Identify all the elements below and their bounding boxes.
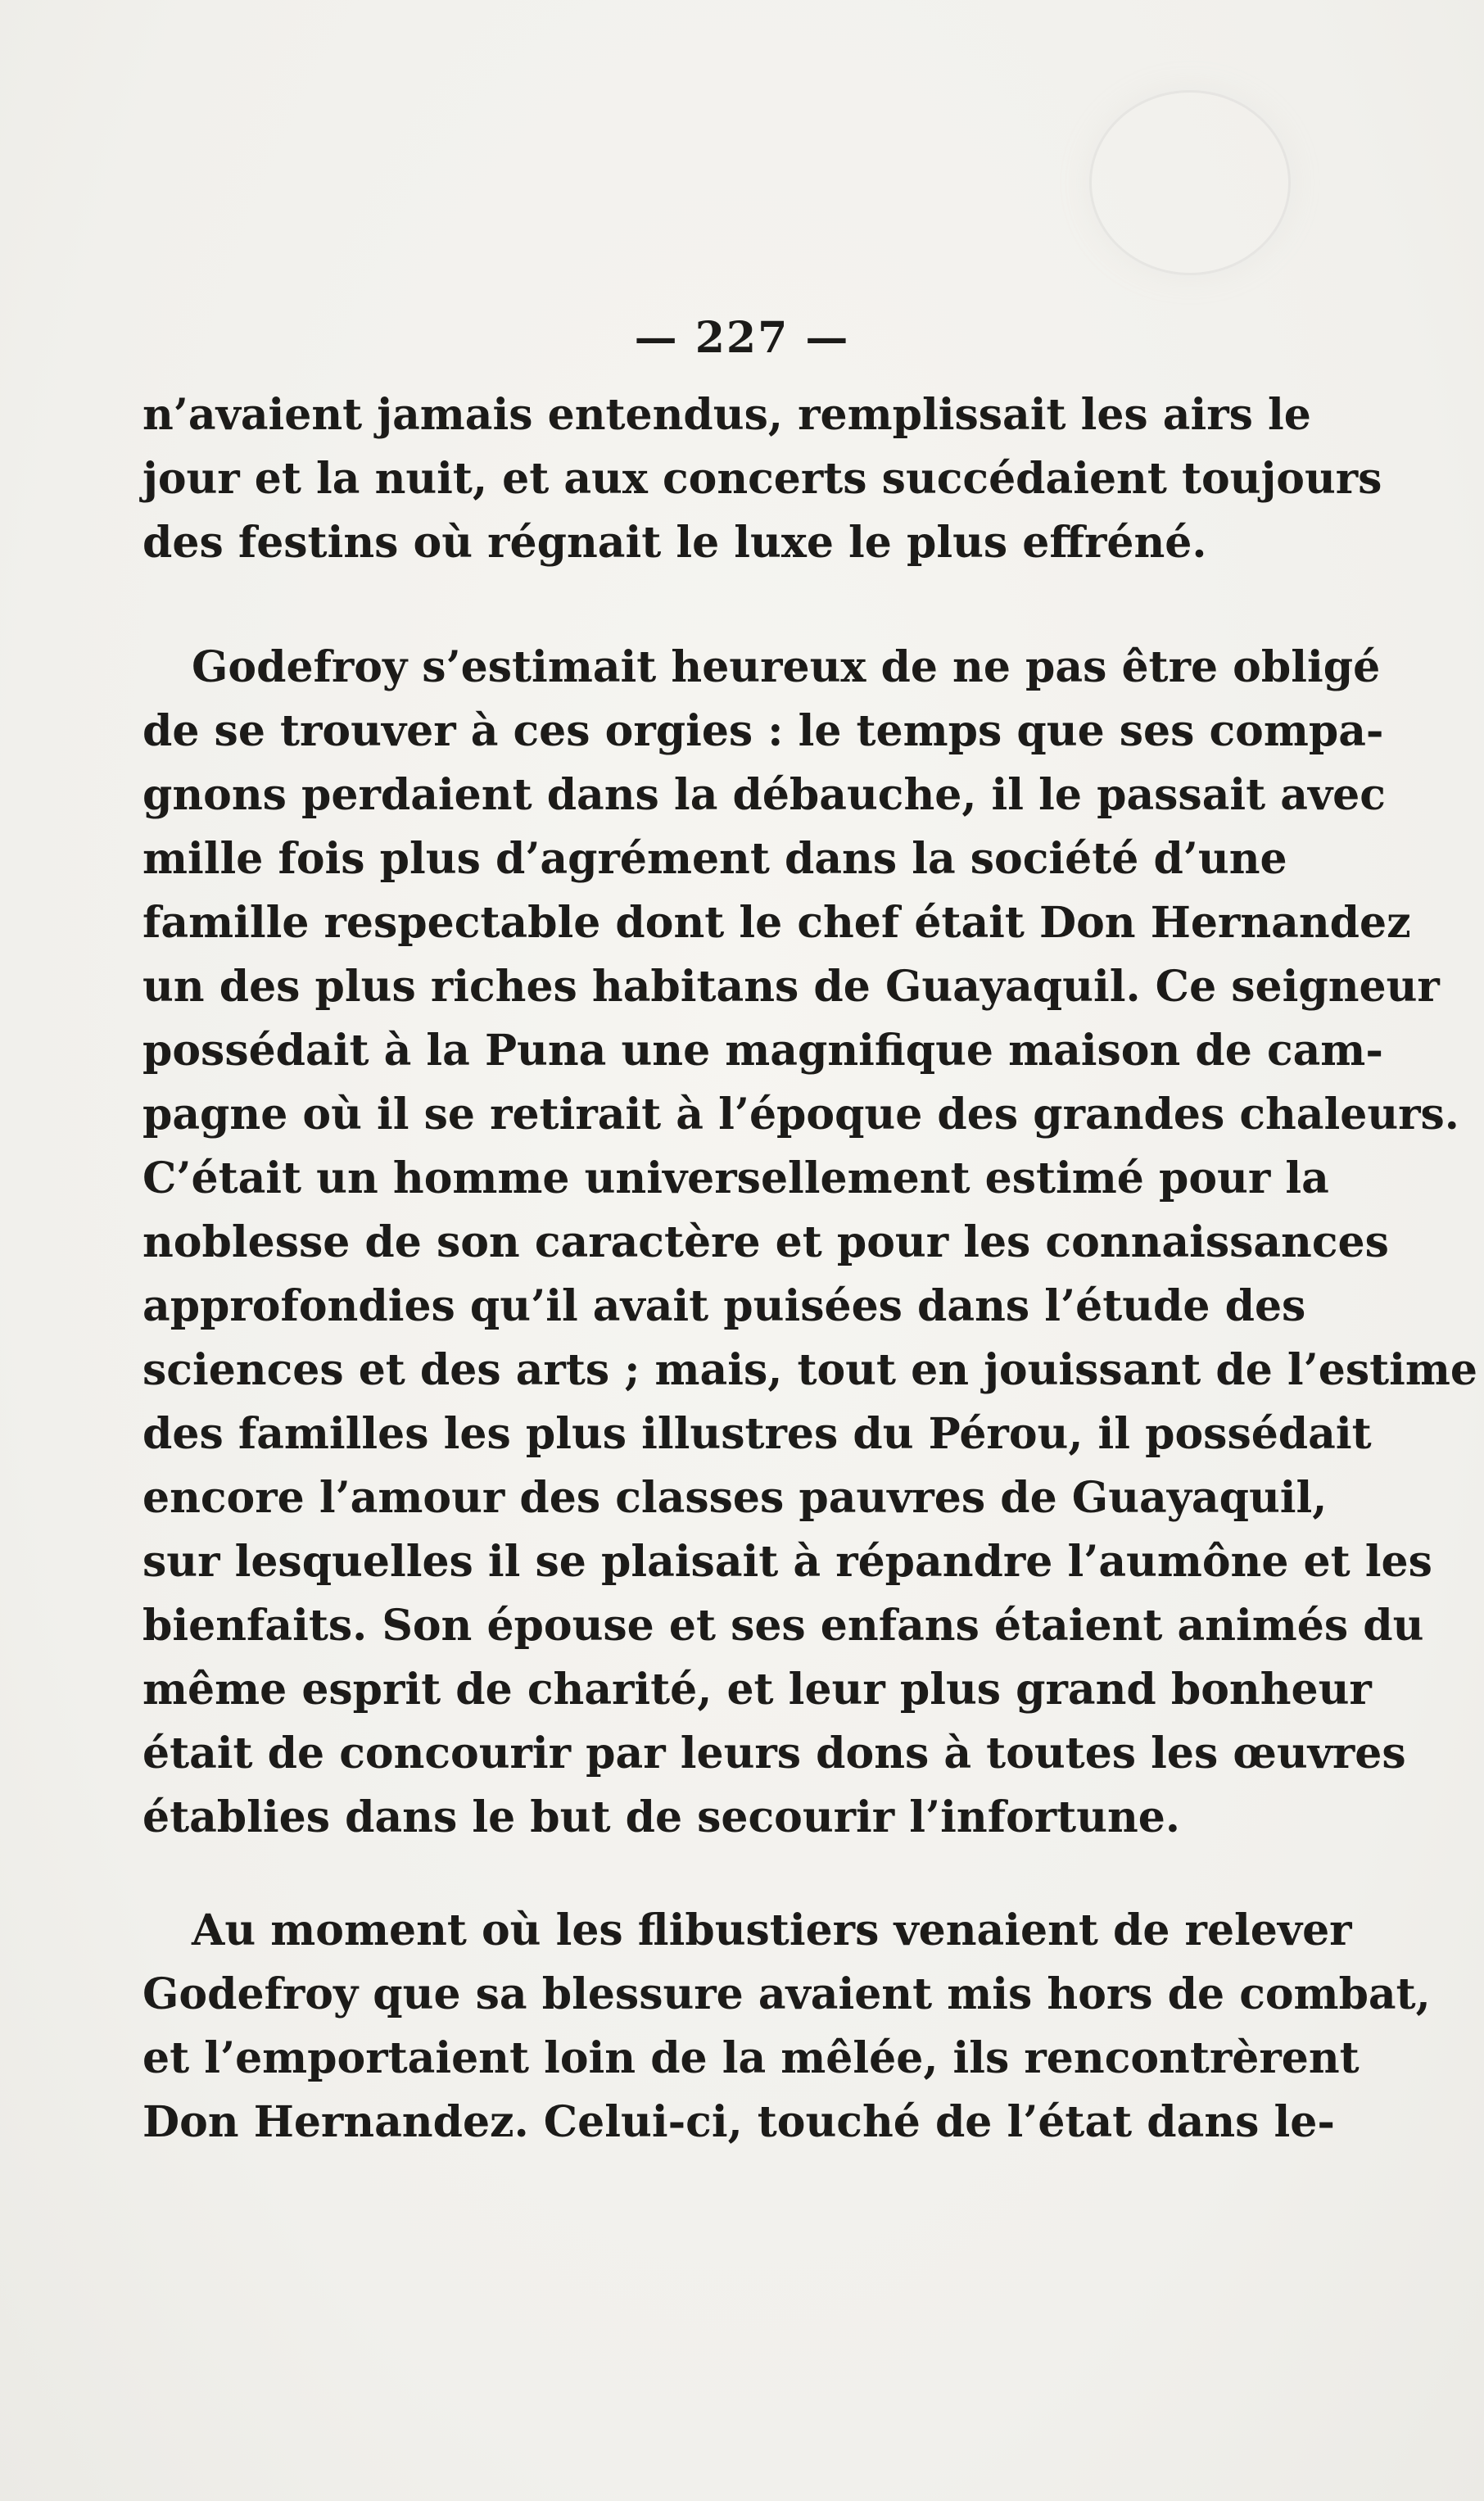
text-line: bienfaits. Son épouse et ses enfans étaient animés du (143, 1601, 1424, 1651)
text-line: n’avaient jamais entendus, remplissait les airs le (143, 390, 1311, 440)
text-line: encore l’amour des classes pauvres de Guayaquil, (143, 1473, 1328, 1523)
text-line: des familles les plus illustres du Pérou, il possédait (143, 1409, 1372, 1459)
text-line: Au moment où les flibustiers venaient de relever (192, 1905, 1352, 1955)
text-line: Don Hernandez. Celui-ci, touché de l’état dans le- (143, 2097, 1335, 2147)
text-line: Godefroy que sa blessure avaient mis hors de combat, (143, 1969, 1431, 2019)
text-line: noblesse de son caractère et pour les connaissances (143, 1217, 1389, 1267)
text-line: de se trouver à ces orgies : le temps que ses compa- (143, 706, 1384, 756)
paragraph-2 (143, 636, 1477, 1850)
text-line: était de concourir par leurs dons à toutes les œuvres (143, 1728, 1406, 1778)
page-number: — 227 — (634, 313, 850, 363)
text-line: établies dans le but de secourir l’infortune. (143, 1792, 1180, 1842)
text-line: gnons perdaient dans la débauche, il le passait avec (143, 770, 1386, 820)
text-line: approfondies qu’il avait puisées dans l’étude des (143, 1281, 1306, 1331)
text-line: des festins où régnait le luxe le plus effréné. (143, 518, 1207, 568)
page-stain (1089, 90, 1291, 275)
text-line: pagne où il se retirait à l’époque des grandes chaleurs. (143, 1090, 1459, 1139)
text-line: famille respectable dont le chef était Don Hernandez (143, 898, 1411, 948)
text-line: C’était un homme universellement estimé pour la (143, 1153, 1329, 1203)
text-line: un des plus riches habitans de Guayaquil. Ce seigneur (143, 962, 1440, 1012)
text-line: jour et la nuit, et aux concerts succédaient toujours (143, 454, 1382, 504)
text-line: et l’emportaient loin de la mêlée, ils rencontrèrent (143, 2033, 1360, 2083)
text-line: sur lesquelles il se plaisait à répandre l’aumône et les (143, 1537, 1432, 1587)
text-line: sciences et des arts ; mais, tout en jouissant de l’estime (143, 1345, 1477, 1395)
text-line: mille fois plus d’agrément dans la société d’une (143, 834, 1287, 884)
paragraph-1 (143, 383, 1382, 575)
paragraph-3 (143, 1899, 1431, 2154)
text-line: même esprit de charité, et leur plus grand bonheur (143, 1665, 1372, 1715)
text-line: possédait à la Puna une magnifique maison de cam- (143, 1026, 1383, 1076)
text-line: Godefroy s’estimait heureux de ne pas être obligé (192, 642, 1381, 692)
